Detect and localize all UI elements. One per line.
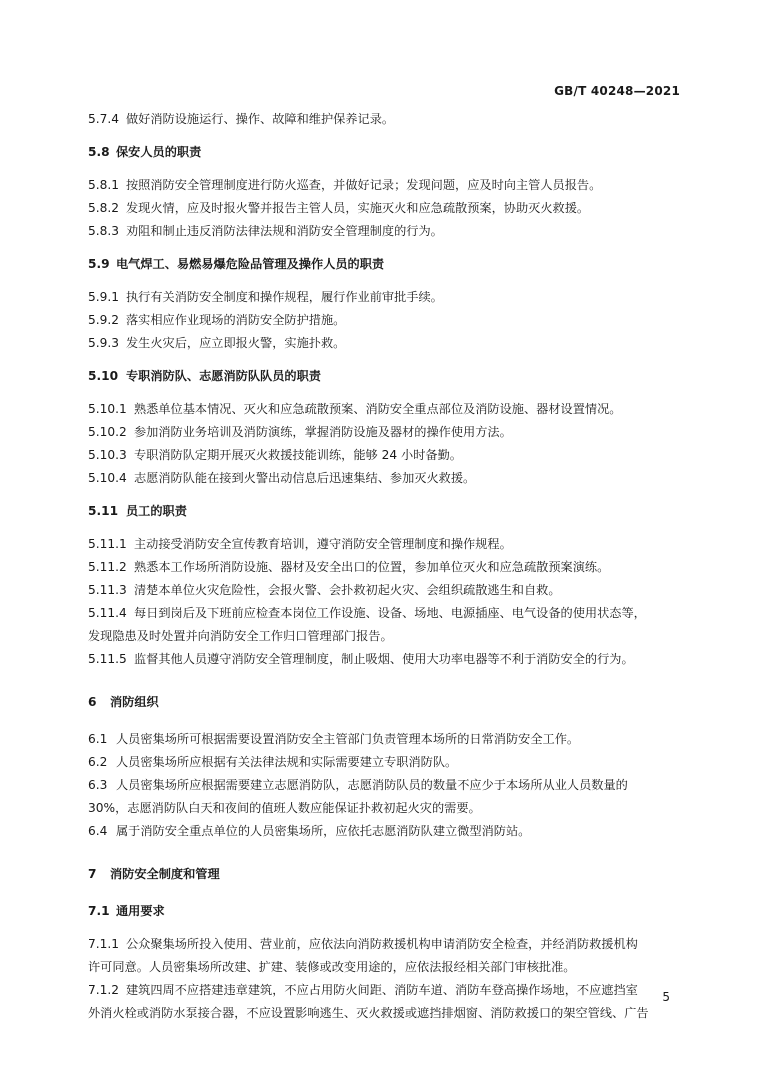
clause-text: 发现火情，应及时报火警并报告主管人员，实施灭火和应急疏散预案，协助灭火救援。 bbox=[126, 201, 590, 215]
clause-text: 人员密集场所应根据需要建立志愿消防队，志愿消防队员的数量不应少于本场所从业人员数量的 bbox=[116, 778, 628, 792]
clause-number: 5.9 bbox=[88, 257, 110, 271]
clause-text: 按照消防安全管理制度进行防火巡查，并做好记录；发现问题，应及时向主管人员报告。 bbox=[126, 178, 602, 192]
clause-6-1 bbox=[88, 728, 678, 751]
clause-7-1-1-continuation: 许可同意。人员密集场所改建、扩建、装修或改变用途的，应依法报经相关部门审核批准。 bbox=[88, 960, 576, 974]
clause-number: 6 bbox=[88, 695, 97, 709]
clause-number: 5.10.1 bbox=[88, 402, 127, 416]
clause-number: 5.10.4 bbox=[88, 471, 127, 485]
clause-text: 专职消防队定期开展灭火救援技能训练，能够 24 小时备勤。 bbox=[134, 448, 462, 462]
clause-number: 5.9.2 bbox=[88, 313, 120, 327]
clause-5-8-3 bbox=[88, 220, 678, 243]
heading-text: 员工的职责 bbox=[126, 504, 187, 518]
clause-text: 熟悉本工作场所消防设施、器材及安全出口的位置，参加单位灭火和应急疏散预案演练。 bbox=[134, 560, 610, 574]
section-heading-7-1 bbox=[88, 900, 678, 923]
clause-text: 属于消防安全重点单位的人员密集场所，应依托志愿消防队建立微型消防站。 bbox=[116, 824, 531, 838]
clause-number: 5.11.4 bbox=[88, 606, 127, 620]
clause-text: 做好消防设施运行、操作、故障和维护保养记录。 bbox=[126, 112, 395, 126]
clause-number: 5.8.2 bbox=[88, 201, 120, 215]
clause-7-1-1 bbox=[88, 933, 678, 956]
page-number: 5 bbox=[662, 990, 670, 1004]
clause-number: 5.9.1 bbox=[88, 290, 120, 304]
clause-number: 5.11.3 bbox=[88, 583, 127, 597]
clause-text: 熟悉单位基本情况、灭火和应急疏散预案、消防安全重点部位及消防设施、器材设置情况。 bbox=[134, 402, 622, 416]
clause-number: 6.1 bbox=[88, 732, 108, 746]
clause-text: 每日到岗后及下班前应检查本岗位工作设施、设备、场地、电源插座、电气设备的使用状态等， bbox=[134, 606, 646, 620]
clause-5-11-3 bbox=[88, 579, 678, 602]
clause-number: 5.11 bbox=[88, 504, 119, 518]
section-heading-5-8 bbox=[88, 141, 678, 164]
clause-number: 6.3 bbox=[88, 778, 108, 792]
heading-text: 消防安全制度和管理 bbox=[110, 867, 220, 881]
clause-number: 5.9.3 bbox=[88, 336, 120, 350]
clause-number: 6.4 bbox=[88, 824, 108, 838]
clause-number: 5.8 bbox=[88, 145, 110, 159]
clause-number: 5.11.2 bbox=[88, 560, 127, 574]
clause-text: 劝阻和制止违反消防法律法规和消防安全管理制度的行为。 bbox=[126, 224, 443, 238]
heading-text: 消防组织 bbox=[110, 695, 159, 709]
clause-5-9-2 bbox=[88, 309, 678, 332]
clause-7-1-2-continuation: 外消火栓或消防水泵接合器，不应设置影响逃生、灭火救援或遮挡排烟窗、消防救援口的架空管线、广告 bbox=[88, 1006, 649, 1020]
clause-text: 执行有关消防安全制度和操作规程，履行作业前审批手续。 bbox=[126, 290, 443, 304]
clause-5-11-4-continuation: 发现隐患及时处置并向消防安全工作归口管理部门报告。 bbox=[88, 629, 393, 643]
chapter-heading-7 bbox=[88, 863, 678, 886]
section-heading-5-11 bbox=[88, 500, 678, 523]
clause-text: 人员密集场所可根据需要设置消防安全主管部门负责管理本场所的日常消防安全工作。 bbox=[116, 732, 580, 746]
clause-number: 5.10 bbox=[88, 369, 119, 383]
clause-number: 5.8.3 bbox=[88, 224, 120, 238]
chapter-heading-6 bbox=[88, 691, 678, 714]
clause-number: 7.1.1 bbox=[88, 937, 120, 951]
clause-5-9-3 bbox=[88, 332, 678, 355]
heading-text: 通用要求 bbox=[116, 904, 165, 918]
clause-number: 5.10.2 bbox=[88, 425, 127, 439]
clause-text: 清楚本单位火灾危险性，会报火警、会扑救初起火灾、会组织疏散逃生和自救。 bbox=[134, 583, 561, 597]
clause-number: 7 bbox=[88, 867, 97, 881]
clause-5-10-2 bbox=[88, 421, 678, 444]
heading-text: 电气焊工、易燃易爆危险品管理及操作人员的职责 bbox=[116, 257, 385, 271]
clause-number: 5.8.1 bbox=[88, 178, 120, 192]
clause-text: 志愿消防队能在接到火警出动信息后迅速集结、参加灭火救援。 bbox=[134, 471, 476, 485]
clause-5-11-1 bbox=[88, 533, 678, 556]
heading-text: 保安人员的职责 bbox=[116, 145, 202, 159]
clause-text: 参加消防业务培训及消防演练，掌握消防设施及器材的操作使用方法。 bbox=[134, 425, 512, 439]
clause-text: 监督其他人员遵守消防安全管理制度，制止吸烟、使用大功率电器等不利于消防安全的行为。 bbox=[134, 652, 634, 666]
clause-text: 主动接受消防安全宣传教育培训，遵守消防安全管理制度和操作规程。 bbox=[134, 537, 512, 551]
clause-text: 落实相应作业现场的消防安全防护措施。 bbox=[126, 313, 346, 327]
clause-6-2 bbox=[88, 751, 678, 774]
clause-text: 发生火灾后，应立即报火警，实施扑救。 bbox=[126, 336, 346, 350]
clause-5-8-2 bbox=[88, 197, 678, 220]
clause-5-11-2 bbox=[88, 556, 678, 579]
standard-code: GB/T 40248—2021 bbox=[554, 84, 680, 98]
section-heading-5-10 bbox=[88, 365, 678, 388]
clause-5-11-5 bbox=[88, 648, 678, 671]
document-body bbox=[88, 108, 678, 1025]
clause-number: 6.2 bbox=[88, 755, 108, 769]
clause-number: 5.7.4 bbox=[88, 112, 120, 126]
clause-6-3 bbox=[88, 774, 678, 797]
heading-text: 专职消防队、志愿消防队队员的职责 bbox=[126, 369, 321, 383]
clause-text: 公众聚集场所投入使用、营业前，应依法向消防救援机构申请消防安全检查，并经消防救援机构 bbox=[126, 937, 638, 951]
clause-text: 人员密集场所应根据有关法律法规和实际需要建立专职消防队。 bbox=[116, 755, 458, 769]
clause-5-10-1 bbox=[88, 398, 678, 421]
clause-5-9-1 bbox=[88, 286, 678, 309]
clause-number: 5.10.3 bbox=[88, 448, 127, 462]
clause-5-10-4 bbox=[88, 467, 678, 490]
clause-5-10-3 bbox=[88, 444, 678, 467]
clause-5-11-4 bbox=[88, 602, 678, 625]
section-heading-5-9 bbox=[88, 253, 678, 276]
clause-6-4 bbox=[88, 820, 678, 843]
clause-5-8-1 bbox=[88, 174, 678, 197]
clause-5-7-4 bbox=[88, 108, 678, 131]
clause-6-3-continuation: 30%，志愿消防队白天和夜间的值班人数应能保证扑救初起火灾的需要。 bbox=[88, 801, 481, 815]
clause-number: 5.11.1 bbox=[88, 537, 127, 551]
clause-text: 建筑四周不应搭建违章建筑，不应占用防火间距、消防车道、消防车登高操作场地，不应遮挡室 bbox=[126, 983, 638, 997]
clause-number: 7.1.2 bbox=[88, 983, 120, 997]
clause-number: 7.1 bbox=[88, 904, 110, 918]
clause-number: 5.11.5 bbox=[88, 652, 127, 666]
clause-7-1-2 bbox=[88, 979, 678, 1002]
